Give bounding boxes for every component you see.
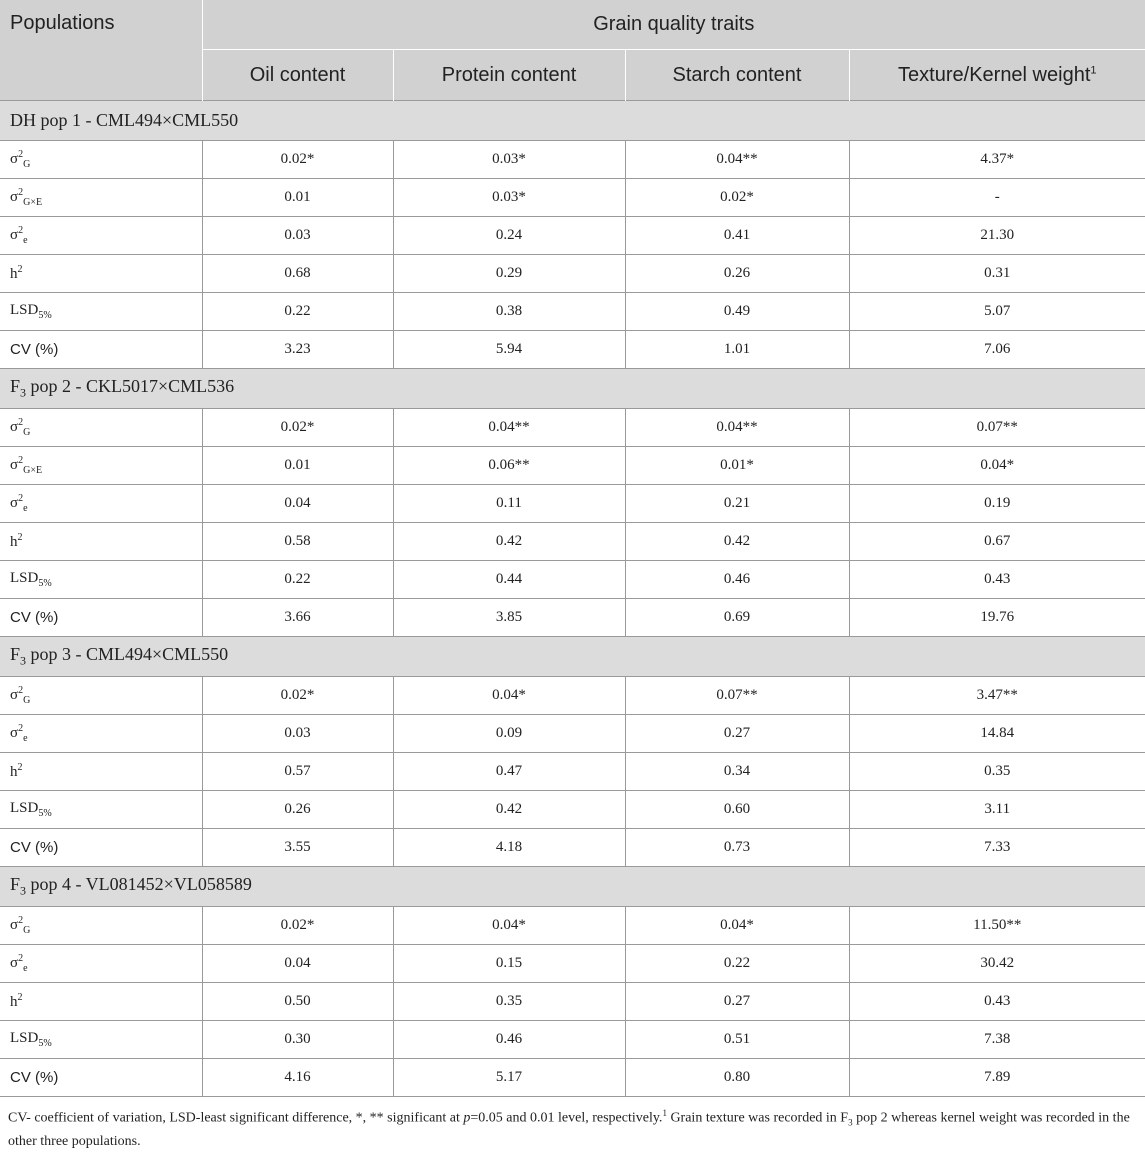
stat-lsd: LSD — [10, 570, 39, 586]
stat-sup: 2 — [18, 915, 24, 926]
table-cell: 7.33 — [849, 829, 1145, 867]
table-cell: 0.27 — [625, 983, 849, 1021]
table-cell: 21.30 — [849, 217, 1145, 255]
section-header-row — [0, 101, 1145, 141]
stat-sigma: σ — [10, 917, 19, 933]
stat-sub: e — [23, 733, 28, 744]
stat-sigma: σ — [10, 419, 19, 435]
row-label — [0, 983, 202, 1021]
table-cell: 3.11 — [849, 791, 1145, 829]
table-cell: 3.66 — [202, 599, 393, 637]
table-cell: 0.09 — [393, 715, 625, 753]
stat-sigma: σ — [10, 495, 19, 511]
section-header-row — [0, 369, 1145, 409]
stat-sub: e — [23, 503, 28, 514]
row-label — [0, 561, 202, 599]
table-row — [0, 523, 1145, 561]
table-cell: 0.34 — [625, 753, 849, 791]
footnote-part4: pop 2 whereas kernel weight was recorded in the other three populations. — [8, 1110, 1130, 1150]
table-row — [0, 447, 1145, 485]
table-row — [0, 293, 1145, 331]
section-title-sub: 3 — [20, 883, 27, 898]
footnote-part1: CV- coefficient of variation, LSD-least significant difference, *, ** significant at — [8, 1110, 464, 1126]
section-title — [0, 101, 1145, 141]
table-cell: 0.04** — [625, 409, 849, 447]
row-label — [0, 753, 202, 791]
row-label — [0, 217, 202, 255]
table-cell: 0.35 — [393, 983, 625, 1021]
table-cell: 7.89 — [849, 1059, 1145, 1097]
stat-sigma: σ — [10, 151, 19, 167]
table-cell: 0.27 — [625, 715, 849, 753]
section-title-rest: pop 3 - CML494×CML550 — [26, 644, 229, 665]
header-texture-label: Texture/Kernel weight — [898, 63, 1091, 86]
table-cell: 0.01 — [202, 447, 393, 485]
stat-sub: 5% — [38, 1038, 52, 1049]
table-row — [0, 561, 1145, 599]
table-cell: 0.04 — [202, 945, 393, 983]
stat-cv: CV (%) — [10, 839, 59, 856]
header-texture-footnote-mark: 1 — [1090, 63, 1097, 76]
stat-sup: 2 — [17, 264, 23, 275]
table-cell: 1.01 — [625, 331, 849, 369]
table-row — [0, 331, 1145, 369]
footnote-part2: =0.05 and 0.01 level, respectively. — [470, 1110, 663, 1126]
table-footnote — [0, 1097, 1145, 1152]
stat-sigma: σ — [10, 725, 19, 741]
table-cell: 4.37* — [849, 141, 1145, 179]
table-cell: 0.22 — [202, 293, 393, 331]
table-cell: 0.50 — [202, 983, 393, 1021]
section-title-prefix: F — [10, 644, 21, 665]
table-cell: 4.18 — [393, 829, 625, 867]
table-cell: 3.55 — [202, 829, 393, 867]
table-cell: 7.06 — [849, 331, 1145, 369]
row-label — [0, 599, 202, 637]
table-cell: 0.41 — [625, 217, 849, 255]
row-label — [0, 791, 202, 829]
table-cell: 0.04* — [393, 677, 625, 715]
table-cell: 0.15 — [393, 945, 625, 983]
table-cell: 0.06** — [393, 447, 625, 485]
table-cell: 0.04* — [393, 907, 625, 945]
table-cell: 0.46 — [393, 1021, 625, 1059]
stat-cv: CV (%) — [10, 609, 59, 626]
table-cell: 0.04* — [625, 907, 849, 945]
table-cell: 0.03 — [202, 715, 393, 753]
header-populations: Populations — [0, 0, 202, 101]
stat-sup: 2 — [18, 723, 24, 734]
stat-h: h — [10, 266, 18, 282]
stat-sub: 5% — [38, 808, 52, 819]
stat-sigma: σ — [10, 955, 19, 971]
row-label — [0, 677, 202, 715]
table-cell: 5.17 — [393, 1059, 625, 1097]
table-cell: 0.47 — [393, 753, 625, 791]
section-title — [0, 637, 1145, 677]
section-title-prefix: DH pop 1 - CML494×CML550 — [10, 110, 239, 130]
stat-sigma: σ — [10, 227, 19, 243]
table-cell: 0.43 — [849, 561, 1145, 599]
stat-sup: 2 — [17, 992, 23, 1003]
table-cell: 0.01 — [202, 179, 393, 217]
table-row — [0, 255, 1145, 293]
table-cell: 0.02* — [202, 409, 393, 447]
table-cell: 0.03* — [393, 179, 625, 217]
header-protein-content: Protein content — [393, 50, 625, 101]
table-row — [0, 753, 1145, 791]
table-cell: 0.58 — [202, 523, 393, 561]
row-label — [0, 1059, 202, 1097]
table-header — [0, 0, 1145, 101]
table-cell: 3.23 — [202, 331, 393, 369]
row-label — [0, 447, 202, 485]
stat-sigma: σ — [10, 189, 19, 205]
row-label — [0, 1021, 202, 1059]
table-cell: 0.42 — [393, 791, 625, 829]
table-cell: 0.44 — [393, 561, 625, 599]
table-cell: 5.07 — [849, 293, 1145, 331]
table-row — [0, 1021, 1145, 1059]
table-row — [0, 945, 1145, 983]
stat-sup: 2 — [18, 953, 24, 964]
table-cell: 0.42 — [625, 523, 849, 561]
table-cell: 0.07** — [625, 677, 849, 715]
table-body — [0, 101, 1145, 1097]
stat-sub: G×E — [23, 197, 43, 208]
table-cell: 0.19 — [849, 485, 1145, 523]
table-cell: 3.85 — [393, 599, 625, 637]
header-oil-content: Oil content — [202, 50, 393, 101]
table-cell: 0.04** — [393, 409, 625, 447]
stat-sub: G — [23, 159, 31, 170]
table-cell: 0.01* — [625, 447, 849, 485]
table-cell: 0.69 — [625, 599, 849, 637]
row-label — [0, 331, 202, 369]
header-texture-kernel-weight — [849, 50, 1145, 101]
table-cell: 0.31 — [849, 255, 1145, 293]
table-cell: 0.29 — [393, 255, 625, 293]
table-cell: 0.26 — [625, 255, 849, 293]
table-cell: 0.02* — [202, 677, 393, 715]
table-row — [0, 715, 1145, 753]
header-starch-content: Starch content — [625, 50, 849, 101]
section-title-prefix: F — [10, 376, 21, 397]
table-cell: 0.42 — [393, 523, 625, 561]
table-cell: 0.80 — [625, 1059, 849, 1097]
table-cell: 4.16 — [202, 1059, 393, 1097]
stat-cv: CV (%) — [10, 341, 59, 358]
stat-cv: CV (%) — [10, 1069, 59, 1086]
stat-sub: 5% — [38, 578, 52, 589]
table-cell: 19.76 — [849, 599, 1145, 637]
table-cell: 0.04** — [625, 141, 849, 179]
stat-sup: 2 — [18, 417, 24, 428]
table-cell: 11.50** — [849, 907, 1145, 945]
table-cell: 0.02* — [625, 179, 849, 217]
stat-lsd: LSD — [10, 302, 39, 318]
row-label — [0, 255, 202, 293]
table-cell: 0.73 — [625, 829, 849, 867]
table-cell: 0.02* — [202, 907, 393, 945]
section-title-sub: 3 — [20, 385, 27, 400]
stat-h: h — [10, 994, 18, 1010]
stat-sup: 2 — [18, 685, 24, 696]
table-cell: 0.38 — [393, 293, 625, 331]
table-cell: 0.22 — [625, 945, 849, 983]
table-cell: 5.94 — [393, 331, 625, 369]
stat-sup: 2 — [17, 762, 23, 773]
table-row — [0, 1059, 1145, 1097]
section-title-sub: 3 — [20, 653, 27, 668]
stat-sub: G — [23, 695, 31, 706]
footnote-part3: Grain texture was recorded in F — [666, 1110, 849, 1126]
table-cell: 0.22 — [202, 561, 393, 599]
row-label — [0, 409, 202, 447]
row-label — [0, 945, 202, 983]
row-label — [0, 829, 202, 867]
table-cell: 30.42 — [849, 945, 1145, 983]
table-cell: 0.11 — [393, 485, 625, 523]
section-title-prefix: F — [10, 874, 21, 895]
stat-sup: 2 — [18, 493, 24, 504]
stat-sub: G — [23, 427, 31, 438]
stat-lsd: LSD — [10, 800, 39, 816]
section-title — [0, 867, 1145, 907]
table-row — [0, 179, 1145, 217]
stat-sup: 2 — [18, 225, 24, 236]
section-title-rest: pop 4 - VL081452×VL058589 — [26, 874, 252, 895]
stat-sup: 2 — [18, 455, 24, 466]
row-label — [0, 293, 202, 331]
stat-sub: e — [23, 235, 28, 246]
stat-sub: G×E — [23, 465, 43, 476]
table-cell: 3.47** — [849, 677, 1145, 715]
row-label — [0, 141, 202, 179]
table-cell: 0.03* — [393, 141, 625, 179]
row-label — [0, 485, 202, 523]
table-row — [0, 983, 1145, 1021]
table-cell: 0.49 — [625, 293, 849, 331]
stat-sub: e — [23, 963, 28, 974]
row-label — [0, 179, 202, 217]
row-label — [0, 907, 202, 945]
table-cell: 0.43 — [849, 983, 1145, 1021]
table-cell: 0.04* — [849, 447, 1145, 485]
table-row — [0, 829, 1145, 867]
stat-sigma: σ — [10, 457, 19, 473]
row-label — [0, 523, 202, 561]
table-row — [0, 485, 1145, 523]
table-cell: 0.07** — [849, 409, 1145, 447]
table-cell: 0.02* — [202, 141, 393, 179]
table-row — [0, 217, 1145, 255]
row-label — [0, 715, 202, 753]
footnote-p: p — [463, 1110, 471, 1126]
table-cell: 0.67 — [849, 523, 1145, 561]
section-header-row — [0, 867, 1145, 907]
stat-sup: 2 — [17, 532, 23, 543]
table-row — [0, 791, 1145, 829]
table-cell: 0.21 — [625, 485, 849, 523]
table-cell: 0.60 — [625, 791, 849, 829]
table-row — [0, 599, 1145, 637]
table-cell: 0.51 — [625, 1021, 849, 1059]
table-row — [0, 677, 1145, 715]
section-title-rest: pop 2 - CKL5017×CML536 — [26, 376, 235, 397]
table-cell: 0.03 — [202, 217, 393, 255]
stat-sup: 2 — [18, 149, 24, 160]
section-header-row — [0, 637, 1145, 677]
table-cell: 0.26 — [202, 791, 393, 829]
table-cell: 0.68 — [202, 255, 393, 293]
table-cell: 0.35 — [849, 753, 1145, 791]
table-cell: - — [849, 179, 1145, 217]
stat-sub: G — [23, 925, 31, 936]
stat-lsd: LSD — [10, 1030, 39, 1046]
header-grain-quality-traits: Grain quality traits — [202, 0, 1145, 50]
table-cell: 0.57 — [202, 753, 393, 791]
table-cell: 0.24 — [393, 217, 625, 255]
footnote-sub: 3 — [848, 1117, 853, 1128]
table-row — [0, 409, 1145, 447]
table-cell: 14.84 — [849, 715, 1145, 753]
stat-h: h — [10, 764, 18, 780]
table-row — [0, 907, 1145, 945]
table-cell: 0.46 — [625, 561, 849, 599]
table-row — [0, 141, 1145, 179]
stat-sub: 5% — [38, 310, 52, 321]
table-cell: 7.38 — [849, 1021, 1145, 1059]
table-cell: 0.30 — [202, 1021, 393, 1059]
stat-h: h — [10, 534, 18, 550]
stat-sup: 2 — [18, 187, 24, 198]
section-title — [0, 369, 1145, 409]
footnote-sup: 1 — [662, 1108, 667, 1118]
stat-sigma: σ — [10, 687, 19, 703]
table-cell: 0.04 — [202, 485, 393, 523]
